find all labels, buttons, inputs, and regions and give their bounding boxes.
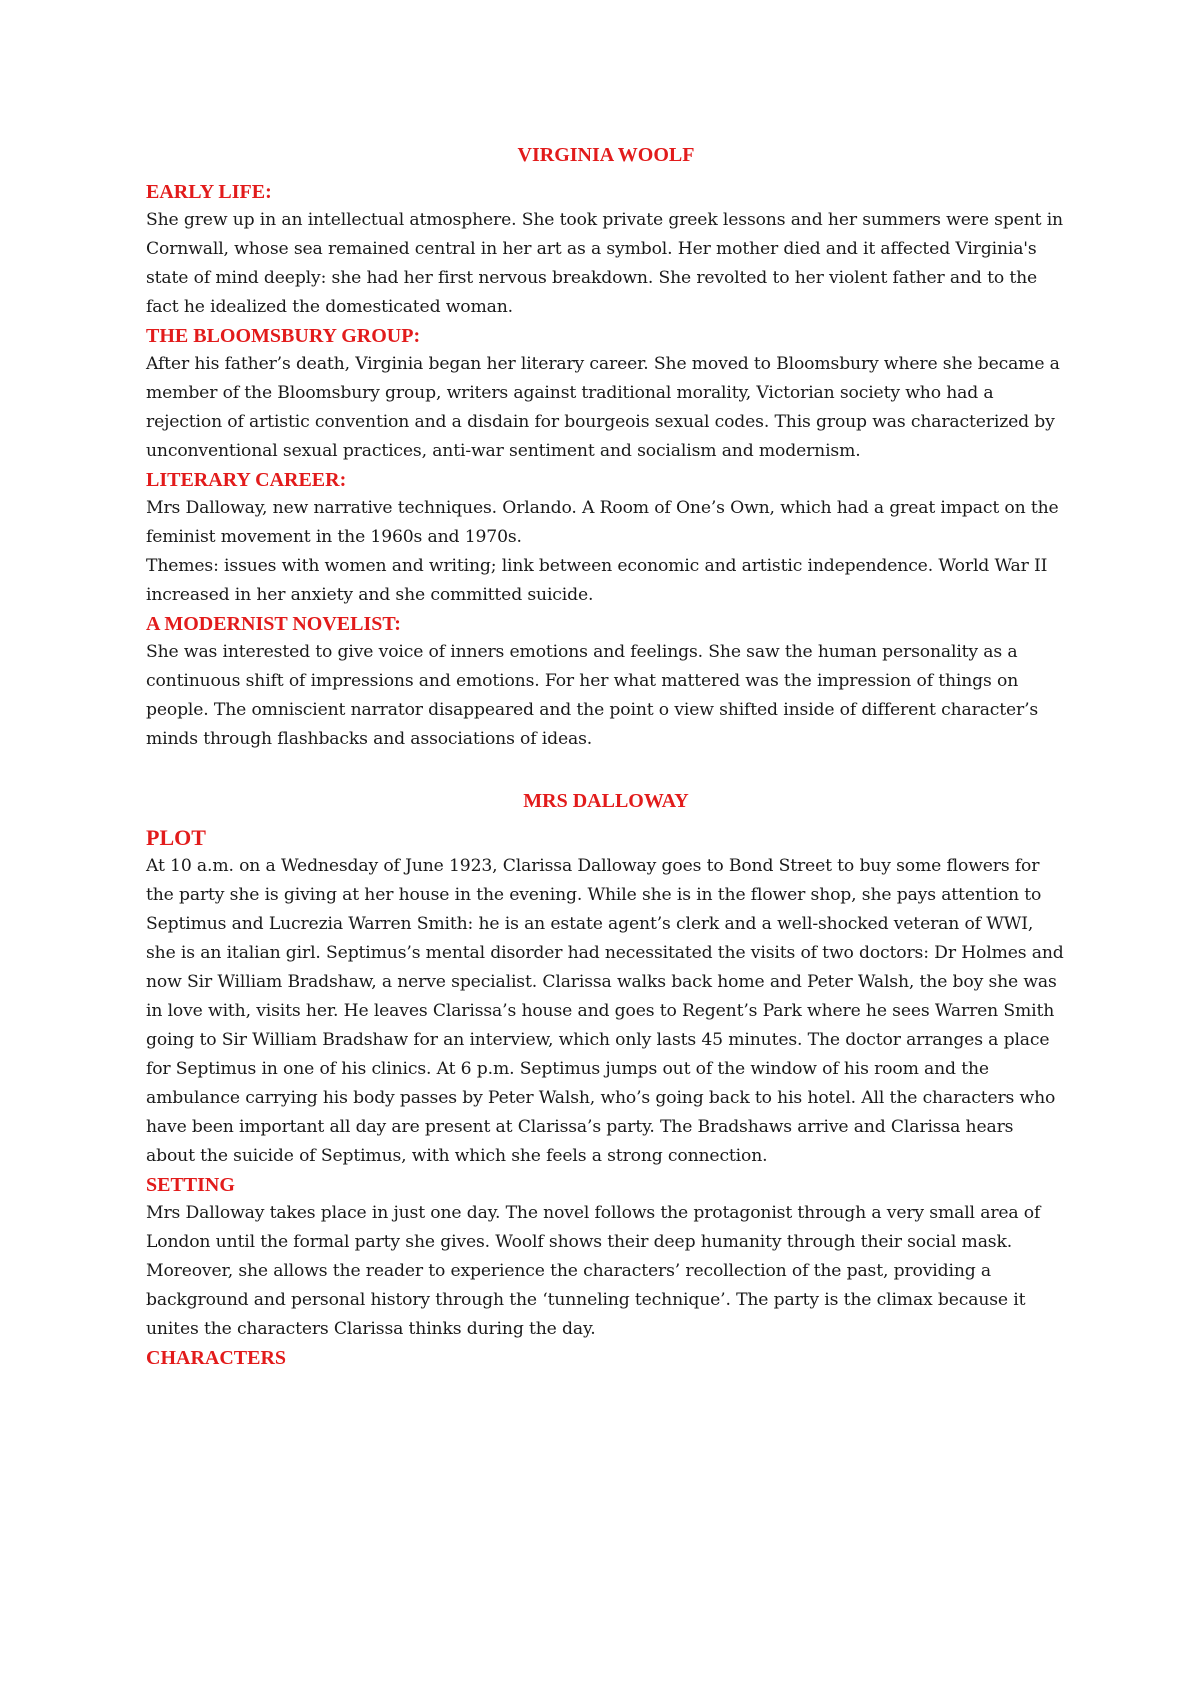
section-plot <box>146 824 1066 1171</box>
section-heading: SETTING <box>146 1174 235 1196</box>
section-bloomsbury-group <box>146 322 1066 466</box>
section-modernist-novelist <box>146 610 1066 754</box>
paragraph: She was interested to give voice of inners emotions and feelings. She saw the human personality as a continuous shift of impressions and emotions. For her what mattered was the impression of things on people. The omniscient narrator disappeared and the point o view shifted inside of different character’s minds through flashbacks and associations of ideas. <box>146 642 1039 749</box>
paragraph: Moreover, she allows the reader to experience the characters’ recollection of the past, providing a background and personal history through the ‘tunneling technique’. The party is the climax because it unites the characters Clarissa thinks during the day. <box>146 1261 1026 1339</box>
paragraph: Mrs Dalloway takes place in just one day. The novel follows the protagonist through a very small area of London until the formal party she gives. Woolf shows their deep humanity through their social mask. <box>146 1203 1041 1252</box>
paragraph: She grew up in an intellectual atmosphere. She took private greek lessons and her summers were spent in Cornwall, whose sea remained central in her art as a symbol. Her mother died and it affected Virginia's state of mind deeply: she had her first nervous breakdown. She revolted to her violent father and to the fact he idealized the domesticated woman. <box>146 210 1063 317</box>
section-heading: CHARACTERS <box>146 1347 287 1369</box>
section-characters <box>146 1344 1066 1372</box>
section-early-life <box>146 178 1066 322</box>
document-content <box>146 140 1066 1372</box>
section-heading: EARLY LIFE: <box>146 181 272 203</box>
section-heading: LITERARY CAREER: <box>146 469 347 491</box>
section-heading: PLOT <box>146 825 206 850</box>
section-literary-career <box>146 466 1066 610</box>
page-title-secondary: MRS DALLOWAY <box>523 790 689 812</box>
section-setting <box>146 1171 1066 1344</box>
section-heading: THE BLOOMSBURY GROUP: <box>146 325 421 347</box>
paragraph: Mrs Dalloway, new narrative techniques. Orlando. A Room of One’s Own, which had a great impact on the feminist movement in the 1960s and 1970s. <box>146 498 1059 547</box>
paragraph: After his father’s death, Virginia began her literary career. She moved to Bloomsbury where she became a member of the Bloomsbury group, writers against traditional morality, Victorian society who had a rejection of artistic convention and a disdain for bourgeois sexual codes. This group was characterized by unconventional sexual practices, anti-war sentiment and socialism and modernism. <box>146 354 1060 461</box>
page-title: VIRGINIA WOOLF <box>517 144 695 166</box>
paragraph: At 10 a.m. on a Wednesday of June 1923, Clarissa Dalloway goes to Bond Street to buy some flowers for the party she is giving at her house in the evening. While she is in the flower shop, she pays attention to Septimus and Lucrezia Warren Smith: he is an estate agent’s clerk and a well-shocked veteran of WWI, she is an italian girl. Septimus’s mental disorder had necessitated the visits of two doctors: Dr Holmes and now Sir William Bradshaw, a nerve specialist. Clarissa walks back home and Peter Walsh, the boy she was in love with, visits her. He leaves Clarissa’s house and goes to Regent’s Park where he sees Warren Smith going to Sir William Bradshaw for an interview, which only lasts 45 minutes. The doctor arranges a place for Septimus in one of his clinics. At 6 p.m. Septimus jumps out of the window of his room and the ambulance carrying his body passes by Peter Walsh, who’s going back to his hotel. All the characters who have been important all day are present at Clarissa’s party. The Bradshaws arrive and Clarissa hears about the suicide of Septimus, with which she feels a strong connection. <box>146 856 1064 1166</box>
spacer <box>146 754 1066 786</box>
paragraph: Themes: issues with women and writing; link between economic and artistic independence. World War II increased in her anxiety and she committed suicide. <box>146 556 1048 605</box>
section-heading: A MODERNIST NOVELIST: <box>146 613 401 635</box>
